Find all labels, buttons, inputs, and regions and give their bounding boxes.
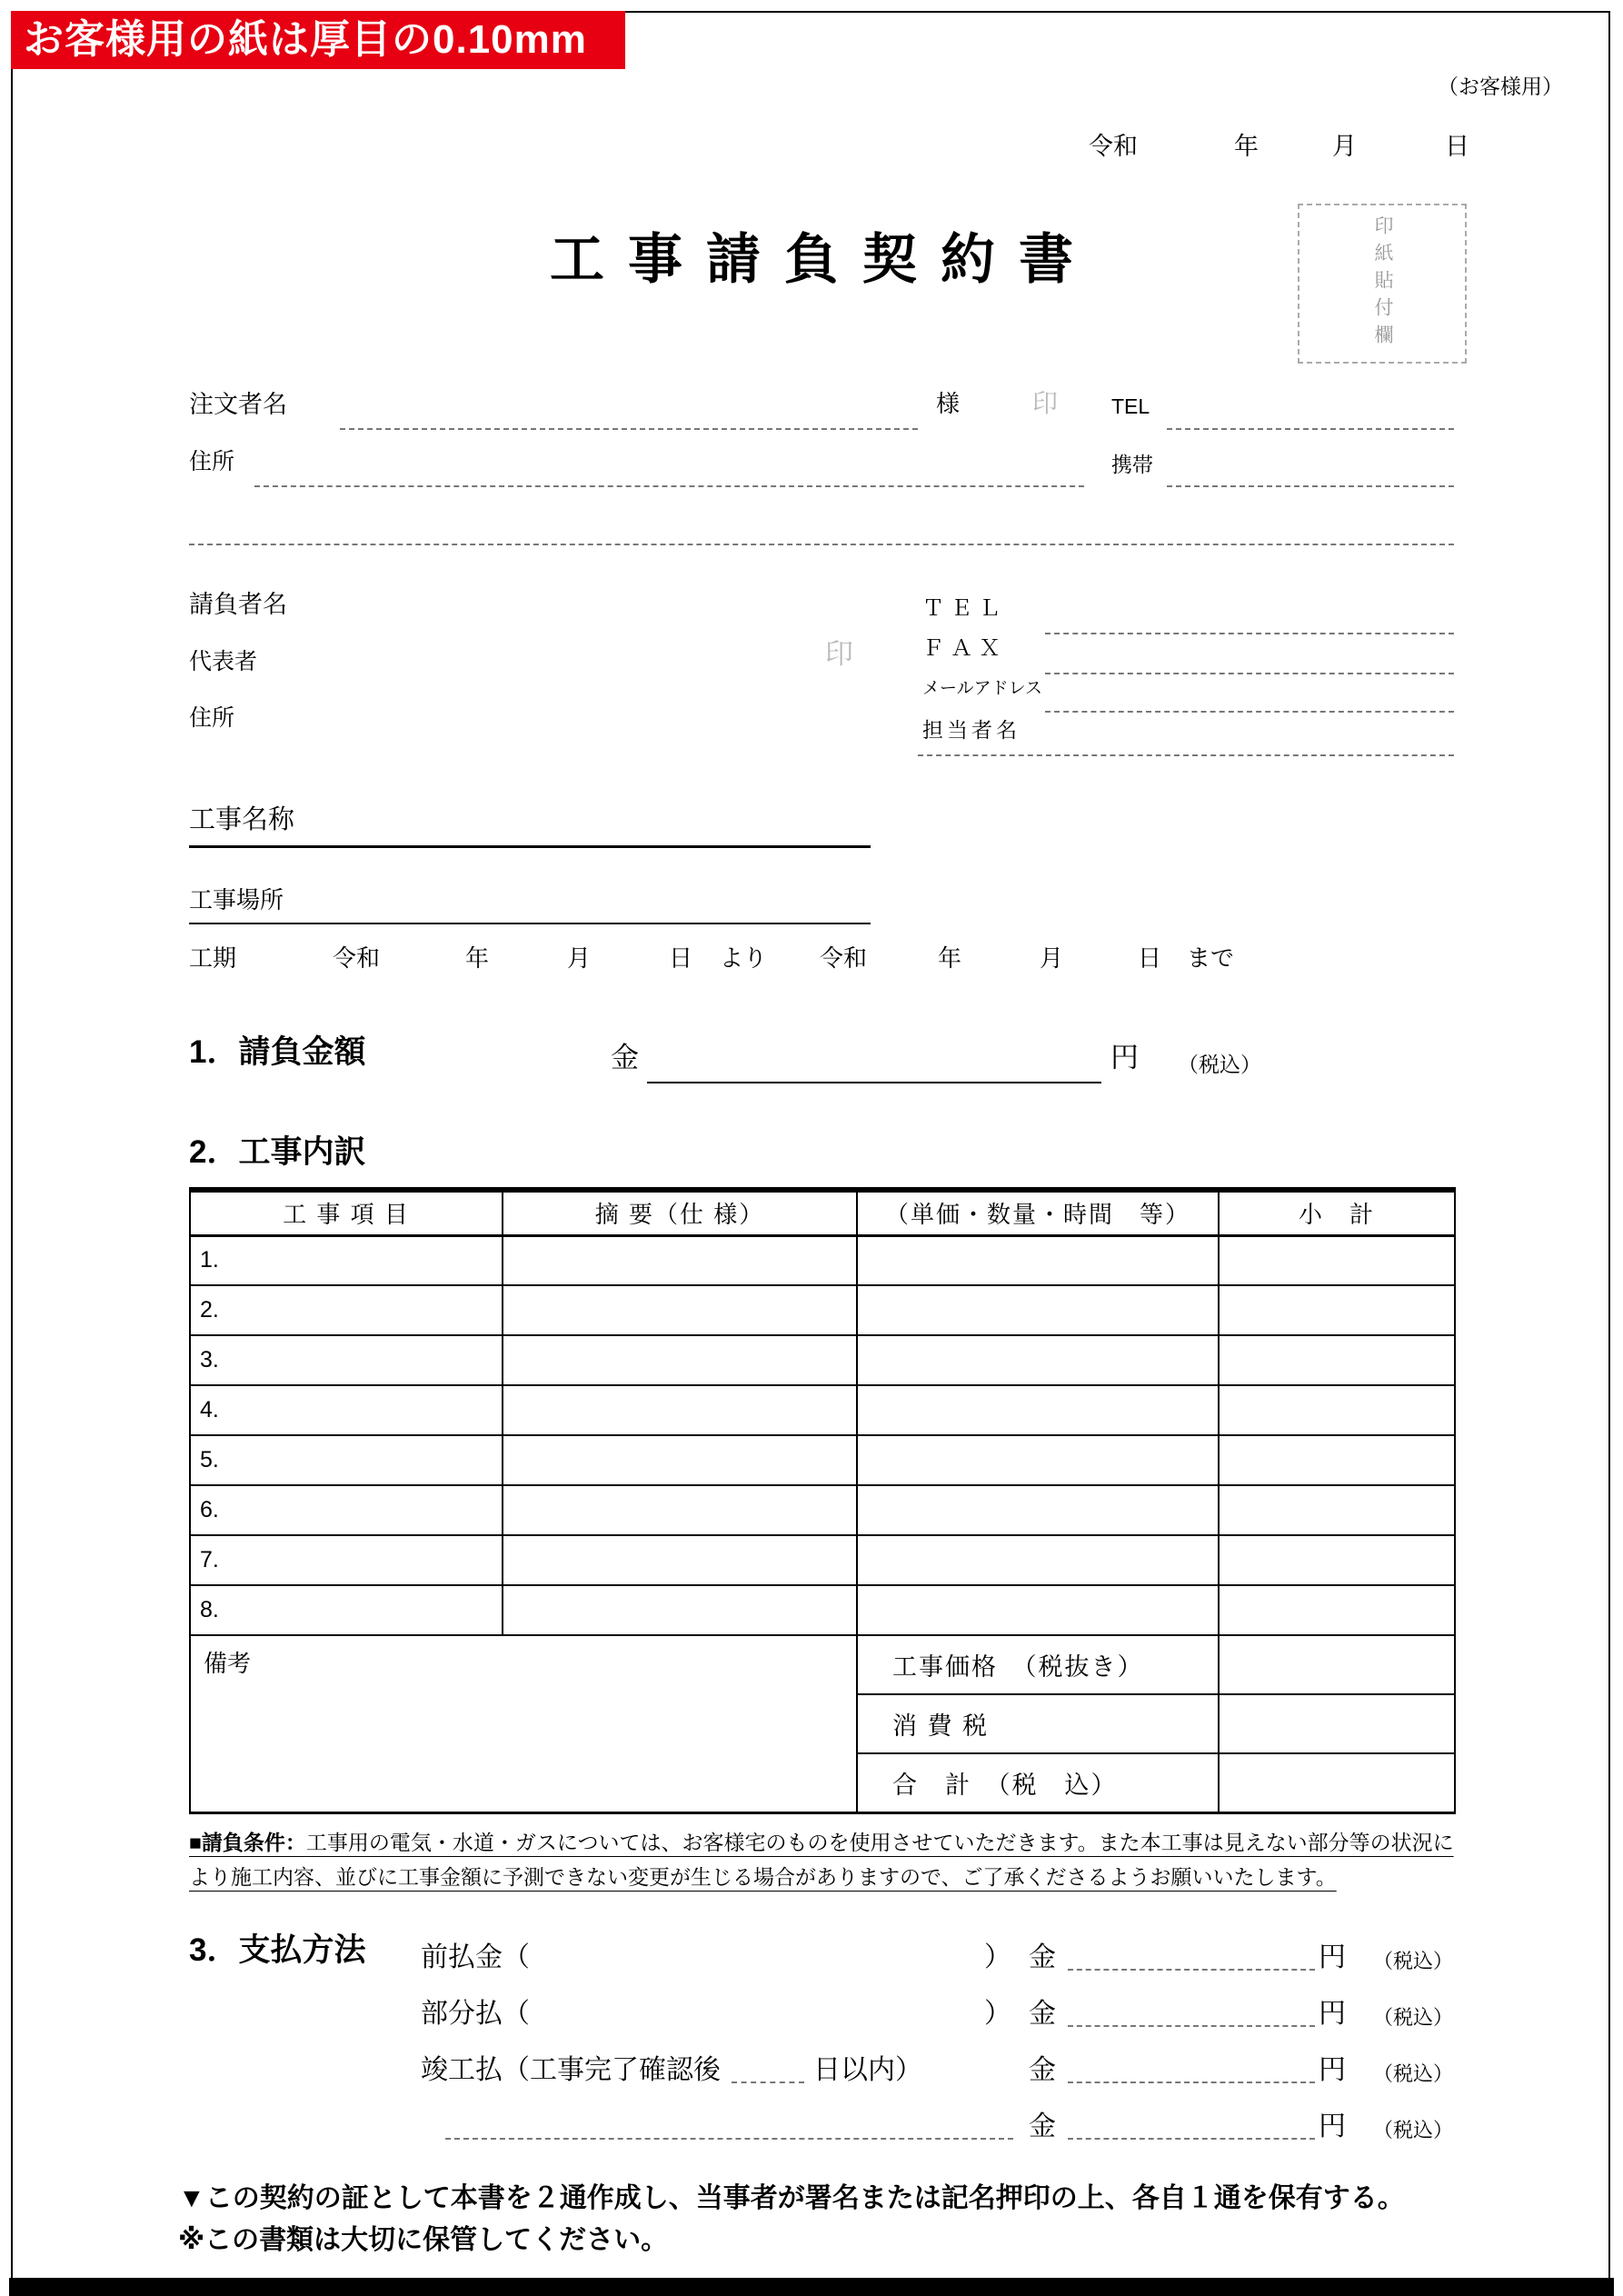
paper-thickness-banner: お客様用の紙は厚目の0.10mm xyxy=(11,11,625,69)
work-place-blank-line xyxy=(189,923,871,924)
price-excl-tax-value xyxy=(1219,1635,1455,1694)
table-row xyxy=(190,1535,1455,1585)
payment-yen-label: 円 xyxy=(1319,2055,1346,2085)
contractor-person-blank-line xyxy=(918,754,1454,756)
row-number: 8. xyxy=(190,1585,503,1635)
payment-tax-note: （税込） xyxy=(1373,2006,1454,2029)
date-era-label: 令和 xyxy=(1089,133,1138,160)
cell-subtotal xyxy=(1219,1335,1455,1385)
payment-kin-label: 金 xyxy=(1029,2055,1056,2085)
cell-unit xyxy=(857,1285,1219,1335)
cell-subtotal xyxy=(1219,1285,1455,1335)
payment-method-blank-line xyxy=(445,2138,1013,2140)
cell-spec xyxy=(503,1285,857,1335)
amount-yen-label: 円 xyxy=(1110,1042,1139,1073)
summary-row xyxy=(190,1635,1455,1694)
payment-yen-label: 円 xyxy=(1319,1999,1346,2029)
payment-close-paren: ） xyxy=(984,1942,1011,1972)
amount-kin-label: 金 xyxy=(611,1042,639,1073)
header-summary-spec: 摘 要（仕 様） xyxy=(503,1190,857,1235)
cell-unit xyxy=(857,1435,1219,1485)
orderer-name-label: 注文者名 xyxy=(189,391,287,418)
cell-unit xyxy=(857,1235,1219,1285)
remarks-cell: 備考 xyxy=(190,1635,857,1812)
contractor-address-label: 住所 xyxy=(189,705,235,731)
orderer-name-blank-line xyxy=(340,428,918,430)
period-era1-label: 令和 xyxy=(333,944,381,972)
total-incl-tax-label: 合 計 （税 込） xyxy=(857,1753,1219,1812)
orderer-address2-blank-line xyxy=(189,544,1454,545)
table-row xyxy=(190,1235,1455,1285)
row-number: 6. xyxy=(190,1485,503,1535)
contractor-tel-label: ＴＥＬ xyxy=(922,596,1007,621)
work-name-blank-line xyxy=(189,845,871,848)
copy-type-label: （お客様用） xyxy=(1438,75,1563,98)
footer-note-keep: ※この書類は大切に保管してください。 xyxy=(178,2225,669,2255)
payment-tax-note: （税込） xyxy=(1373,2062,1454,2085)
row-number: 4. xyxy=(190,1385,503,1435)
payment-prefix: 部分払（ xyxy=(421,1999,530,2029)
payment-row-advance xyxy=(421,1929,1475,1976)
work-breakdown-table xyxy=(189,1187,1456,1814)
row-number: 5. xyxy=(190,1435,503,1485)
orderer-mobile-blank-line xyxy=(1167,485,1454,487)
payment-row-completion xyxy=(421,2041,1475,2089)
period-from-label: より xyxy=(720,944,768,972)
contractor-rep-label: 代表者 xyxy=(189,649,258,674)
header-unit-qty-time: （単価・数量・時間 等） xyxy=(857,1190,1219,1235)
payment-prefix: 前払金（ xyxy=(421,1942,530,1972)
footer-note-copies: ▼この契約の証として本書を２通作成し、当事者が署名または記名押印の上、各自１通を保有する。 xyxy=(178,2183,1405,2213)
cell-spec xyxy=(503,1385,857,1435)
payment-row-partial xyxy=(421,1985,1475,2032)
date-year-label: 年 xyxy=(1234,133,1259,160)
table-row xyxy=(190,1385,1455,1435)
contractor-person-label: 担当者名 xyxy=(922,718,1021,742)
table-row xyxy=(190,1435,1455,1485)
section2-heading: 2．工事内訳 xyxy=(189,1134,366,1170)
table-row xyxy=(190,1285,1455,1335)
period-year2-label: 年 xyxy=(938,944,962,972)
period-day2-label: 日 xyxy=(1138,944,1162,972)
document-title: 工事請負契約書 xyxy=(550,229,1097,290)
section1-heading: 1．請負金額 xyxy=(189,1034,366,1070)
row-number: 2. xyxy=(190,1285,503,1335)
cell-spec xyxy=(503,1585,857,1635)
row-number: 7. xyxy=(190,1535,503,1585)
contract-conditions xyxy=(189,1825,1458,1894)
section3-heading: 3．支払方法 xyxy=(189,1932,366,1968)
contractor-name-label: 請負者名 xyxy=(189,591,287,618)
cell-subtotal xyxy=(1219,1235,1455,1285)
cell-unit xyxy=(857,1385,1219,1435)
cell-subtotal xyxy=(1219,1385,1455,1435)
payment-kin-label: 金 xyxy=(1029,2111,1056,2141)
period-month1-label: 月 xyxy=(567,944,592,972)
orderer-honorific-label: 様 xyxy=(936,390,961,417)
date-month-label: 月 xyxy=(1332,133,1357,160)
orderer-address-label: 住所 xyxy=(189,449,235,474)
orderer-mobile-label: 携帯 xyxy=(1111,453,1153,476)
payment-tax-note: （税込） xyxy=(1373,2119,1454,2141)
cell-subtotal xyxy=(1219,1485,1455,1535)
contractor-fax-label: ＦＡＸ xyxy=(922,636,1007,661)
payment-days-suffix: 日以内） xyxy=(813,2055,922,2085)
period-to-label: まで xyxy=(1187,944,1235,972)
payment-yen-label: 円 xyxy=(1319,1942,1346,1972)
contractor-email-blank-line xyxy=(1045,711,1454,713)
cell-spec xyxy=(503,1435,857,1485)
payment-days-blank-line xyxy=(732,2081,804,2083)
cell-unit xyxy=(857,1485,1219,1535)
orderer-tel-blank-line xyxy=(1167,428,1454,430)
work-place-label: 工事場所 xyxy=(189,886,284,913)
payment-kin-label: 金 xyxy=(1029,1999,1056,2029)
period-year1-label: 年 xyxy=(465,944,490,972)
row-number: 3. xyxy=(190,1335,503,1385)
cell-spec xyxy=(503,1335,857,1385)
payment-yen-label: 円 xyxy=(1319,2111,1346,2141)
bottom-black-bar xyxy=(9,2278,1614,2296)
orderer-address-blank-line xyxy=(254,485,1084,487)
payment-amount-blank-line xyxy=(1068,1969,1315,1971)
orderer-tel-label: TEL xyxy=(1111,394,1150,418)
work-name-label: 工事名称 xyxy=(189,805,295,834)
date-day-label: 日 xyxy=(1445,133,1469,160)
period-day1-label: 日 xyxy=(669,944,693,972)
work-period-label: 工期 xyxy=(189,944,237,972)
table-row xyxy=(190,1485,1455,1535)
table-row xyxy=(190,1585,1455,1635)
payment-amount-blank-line xyxy=(1068,2138,1315,2140)
conditions-text: 工事用の電気・水道・ガスについては、お客様宅のものを使用させていただきます。また本工事は見えない部分等の状況により施工内容、並びに工事金額に予測できない変更が生じる場合がありますので、ご了承くださるようお願いいたします。 xyxy=(189,1831,1454,1889)
contractor-fax-blank-line xyxy=(1045,673,1454,674)
contractor-tel-blank-line xyxy=(1045,633,1454,634)
header-work-item: 工 事 項 目 xyxy=(190,1190,503,1235)
consumption-tax-value xyxy=(1219,1694,1455,1753)
cell-spec xyxy=(503,1535,857,1585)
period-month2-label: 月 xyxy=(1040,944,1064,972)
contractor-seal-mark: 印 xyxy=(825,638,853,670)
payment-prefix: 竣工払（工事完了確認後 xyxy=(421,2055,721,2085)
table-row xyxy=(190,1335,1455,1385)
cell-subtotal xyxy=(1219,1585,1455,1635)
period-era2-label: 令和 xyxy=(820,944,868,972)
contractor-email-label: メールアドレス xyxy=(922,679,1043,698)
cell-subtotal xyxy=(1219,1535,1455,1585)
payment-tax-note: （税込） xyxy=(1373,1950,1454,1972)
header-subtotal: 小 計 xyxy=(1219,1190,1455,1235)
amount-blank-line xyxy=(647,1082,1101,1083)
cell-unit xyxy=(857,1535,1219,1585)
cell-subtotal xyxy=(1219,1435,1455,1485)
conditions-label: ■請負条件： xyxy=(189,1831,306,1854)
orderer-seal-mark: 印 xyxy=(1032,389,1059,417)
table-header-row xyxy=(190,1190,1455,1235)
payment-amount-blank-line xyxy=(1068,2081,1315,2083)
payment-amount-blank-line xyxy=(1068,2025,1315,2027)
cell-spec xyxy=(503,1485,857,1535)
total-incl-tax-value xyxy=(1219,1753,1455,1812)
amount-tax-note: （税込） xyxy=(1178,1053,1261,1076)
payment-close-paren: ） xyxy=(984,1999,1011,2029)
price-excl-tax-label: 工事価格 （税抜き） xyxy=(857,1635,1219,1694)
cell-unit xyxy=(857,1335,1219,1385)
cell-spec xyxy=(503,1235,857,1285)
row-number: 1. xyxy=(190,1235,503,1285)
revenue-stamp-box: 印紙貼付欄 xyxy=(1298,204,1467,364)
consumption-tax-label: 消 費 税 xyxy=(857,1694,1219,1753)
payment-row-other xyxy=(421,2098,1475,2145)
payment-kin-label: 金 xyxy=(1029,1942,1056,1972)
cell-unit xyxy=(857,1585,1219,1635)
